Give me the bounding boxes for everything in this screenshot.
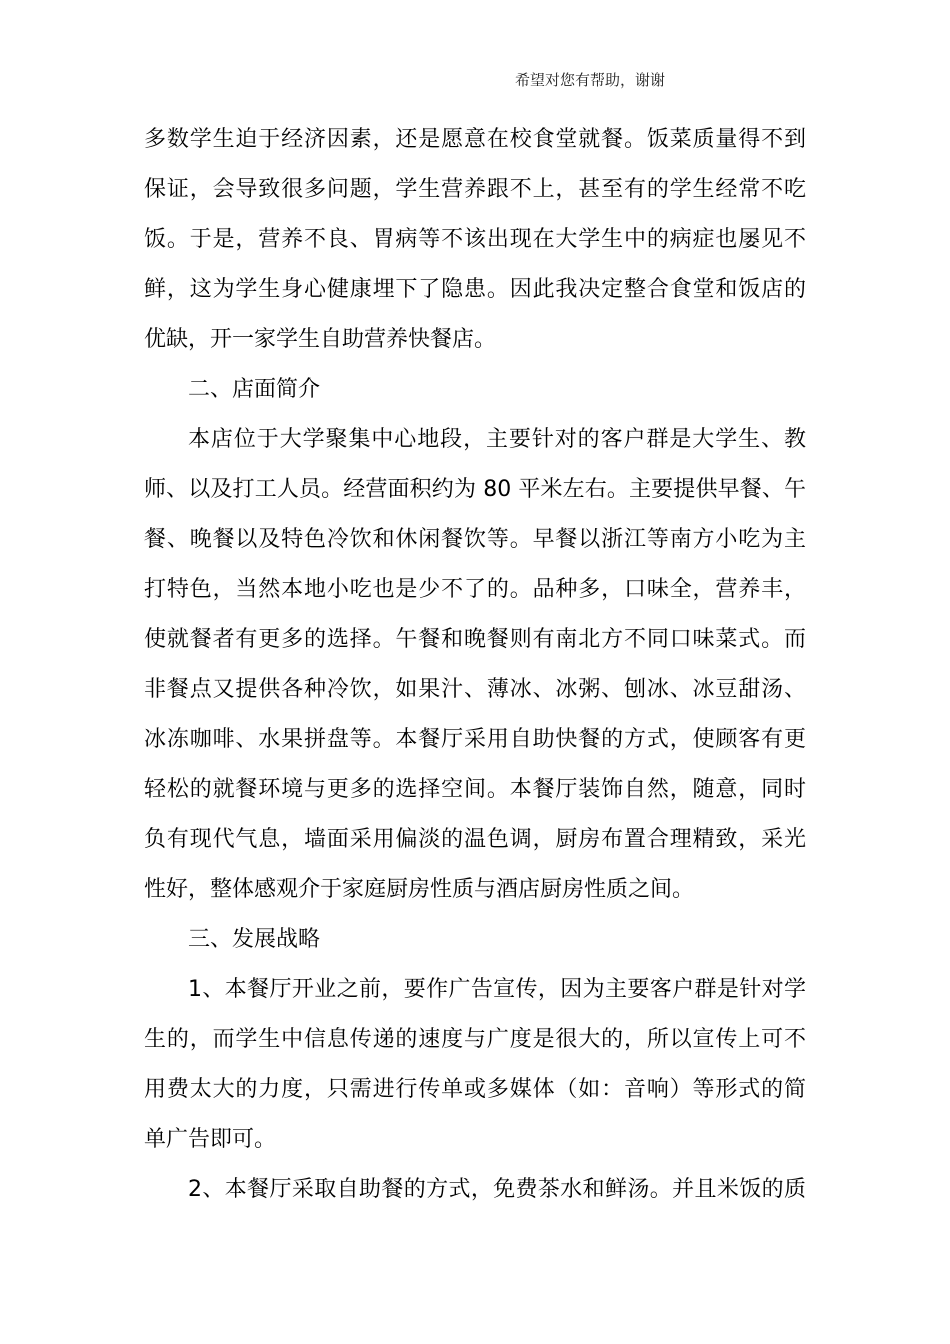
text-line: 师、以及打工人员。经营面积约为 80 平米左右。主要提供早餐、午 [144,477,806,502]
text-line: 非餐点又提供各种冷饮，如果汁、薄冰、冰粥、刨冰、冰豆甜汤、 [144,677,806,702]
text-line: 冰冻咖啡、水果拼盘等。本餐厅采用自助快餐的方式，使顾客有更 [144,727,806,752]
text-line: 本店位于大学聚集中心地段，主要针对的客户群是大学生、教 [188,427,806,452]
text-line: 多数学生迫于经济因素，还是愿意在校食堂就餐。饭菜质量得不到 [144,127,806,152]
text-line: 1、本餐厅开业之前，要作广告宣传，因为主要客户群是针对学 [188,977,806,1002]
paragraph [144,965,806,1165]
page-header-note: 希望对您有帮助，谢谢 [515,71,666,89]
text-line: 性好，整体感观介于家庭厨房性质与酒店厨房性质之间。 [144,877,695,902]
text-line: 使就餐者有更多的选择。午餐和晚餐则有南北方不同口味菜式。而 [144,627,806,652]
text-line: 优缺，开一家学生自助营养快餐店。 [144,327,497,352]
paragraph [144,1165,806,1215]
paragraph [144,415,806,915]
text-line: 生的，而学生中信息传递的速度与广度是很大的，所以宣传上可不 [144,1027,806,1052]
text-line: 用费太大的力度，只需进行传单或多媒体（如：音响）等形式的简 [144,1077,806,1102]
text-line: 二、店面简介 [188,377,321,402]
text-line: 保证，会导致很多问题，学生营养跟不上，甚至有的学生经常不吃 [144,177,806,202]
paragraph [144,115,806,365]
text-line: 饭。于是，营养不良、胃病等不该出现在大学生中的病症也屡见不 [144,227,806,252]
section-heading [144,365,806,415]
text-line: 打特色，当然本地小吃也是少不了的。品种多，口味全，营养丰， [144,577,806,602]
text-line: 单广告即可。 [144,1127,277,1152]
document-body [144,115,806,1215]
text-line: 餐、晚餐以及特色冷饮和休闲餐饮等。早餐以浙江等南方小吃为主 [144,527,806,552]
text-line: 轻松的就餐环境与更多的选择空间。本餐厅装饰自然，随意，同时 [144,777,806,802]
section-heading [144,915,806,965]
text-line: 鲜，这为学生身心健康埋下了隐患。因此我决定整合食堂和饭店的 [144,277,806,302]
text-line: 三、发展战略 [188,927,321,952]
text-line: 负有现代气息，墙面采用偏淡的温色调，厨房布置合理精致，采光 [144,827,806,852]
text-line: 2、本餐厅采取自助餐的方式，免费茶水和鲜汤。并且米饭的质 [188,1177,806,1202]
